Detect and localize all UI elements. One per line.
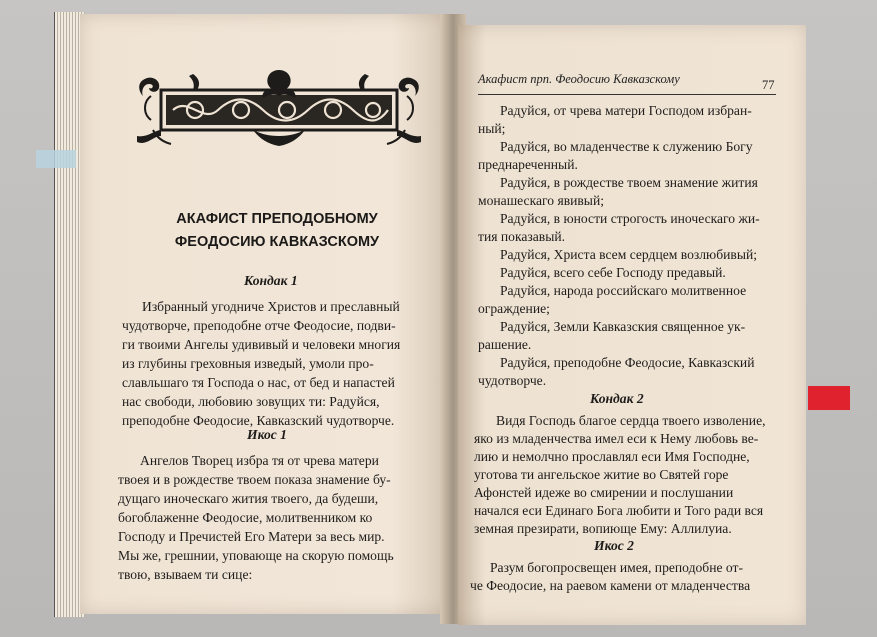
text-line: Господу и Пречистей Его Матери за весь мир. <box>118 529 385 544</box>
text-line: твоея и в рождестве твоем показа знамение бу- <box>118 472 391 487</box>
text-line: Радуйся, в юности строгость иноческаго жи- <box>500 211 760 226</box>
text-line: ограждение; <box>478 301 550 316</box>
text-line: Радуйся, в рождестве твоем знамение жития <box>500 175 758 190</box>
text-line: Видя Господь благое сердца твоего изволение, <box>496 413 766 428</box>
header-rule <box>478 94 776 95</box>
text-line: рашение. <box>478 337 532 352</box>
text-line: Радуйся, всего себе Господу предавый. <box>500 265 726 280</box>
kondak-1-heading: Кондак 1 <box>244 273 298 288</box>
text-line: Радуйся, Христа всем сердцем возлюбивый; <box>500 247 758 262</box>
text-line: че Феодосие, на раевом камени от младенчества <box>470 578 751 593</box>
red-bookmark-tab-icon <box>808 386 850 410</box>
text-line: дущаго иноческаго жития твоего, да будеши, <box>118 491 379 506</box>
text-line: уготова ти ангельское житие во Святей горе <box>474 467 729 482</box>
title-line-2: ФЕОДОСИЮ КАВКАЗСКОМУ <box>174 234 380 250</box>
text-line: Разум богопросвещен имея, преподобне от- <box>490 560 743 575</box>
text-line: твою, взываем ти сице: <box>118 567 253 582</box>
ikos-2-heading: Икос 2 <box>594 538 634 553</box>
text-line: начался еси Единаго Бога любити и Того ради вся <box>474 503 764 518</box>
kondak-2-heading: Кондак 2 <box>590 391 644 406</box>
text-line: Афонстей идеже во смирении и послушании <box>474 485 734 500</box>
text-line: ный; <box>478 121 506 136</box>
text-line: земная презирати, вопиюще Ему: Аллилуиа. <box>474 521 732 536</box>
text-line: тия показавый. <box>478 229 565 244</box>
text-line: славльшаго тя Господа о нас, от бед и напастей <box>122 375 395 390</box>
running-head: Акафист прп. Феодосию Кавказскому <box>478 72 680 86</box>
text-line: Радуйся, народа российскаго молитвенное <box>500 283 747 298</box>
text-line: Радуйся, во младенчестве к служению Богу <box>500 139 753 154</box>
text-line: Избранный угодниче Христов и преславный <box>142 299 400 314</box>
text-line: ги твоими Ангелы удививый и человеки многия <box>122 337 401 352</box>
title-line-1: АКАФИСТ ПРЕПОДОБНОМУ <box>176 211 378 227</box>
text-line: лию и немолчно прославлял еси Имя Господне, <box>474 449 750 464</box>
text-line: из глубины греховныя изведый, умоли про- <box>122 356 374 371</box>
text-line: богоблаженне Феодосие, молитвенником ко <box>118 510 373 525</box>
text-line: Радуйся, от чрева матери Господом избран- <box>500 103 752 118</box>
blue-bookmark-tab-icon <box>36 150 76 168</box>
text-line: Мы же, грешнии, уповающе на скорую помощь <box>118 548 394 563</box>
ikos-1-heading: Икос 1 <box>247 427 287 442</box>
akathist-title <box>112 208 442 254</box>
text-line: преднареченный. <box>478 157 578 172</box>
text-line: яко из младенчества имел еси к Нему любовь ве- <box>474 431 759 446</box>
text-line: Радуйся, преподобне Феодосие, Кавказский <box>500 355 755 370</box>
text-line: чудотворче. <box>478 373 547 388</box>
text-line: монашескаго явивый; <box>478 193 604 208</box>
text-line: преподобне Феодосие, Кавказский чудотворче. <box>122 413 395 428</box>
text-line: чудотворче, преподобне отче Феодосие, подви- <box>122 318 396 333</box>
text-line: Ангелов Творец избра тя от чрева матери <box>140 453 379 468</box>
text-line: нас свободи, любовию зовущих ти: Радуйся, <box>122 394 380 409</box>
floral-headpiece-ornament-icon <box>133 66 425 158</box>
page-number: 77 <box>762 78 775 92</box>
text-line: Радуйся, Земли Кавказския священное ук- <box>500 319 746 334</box>
